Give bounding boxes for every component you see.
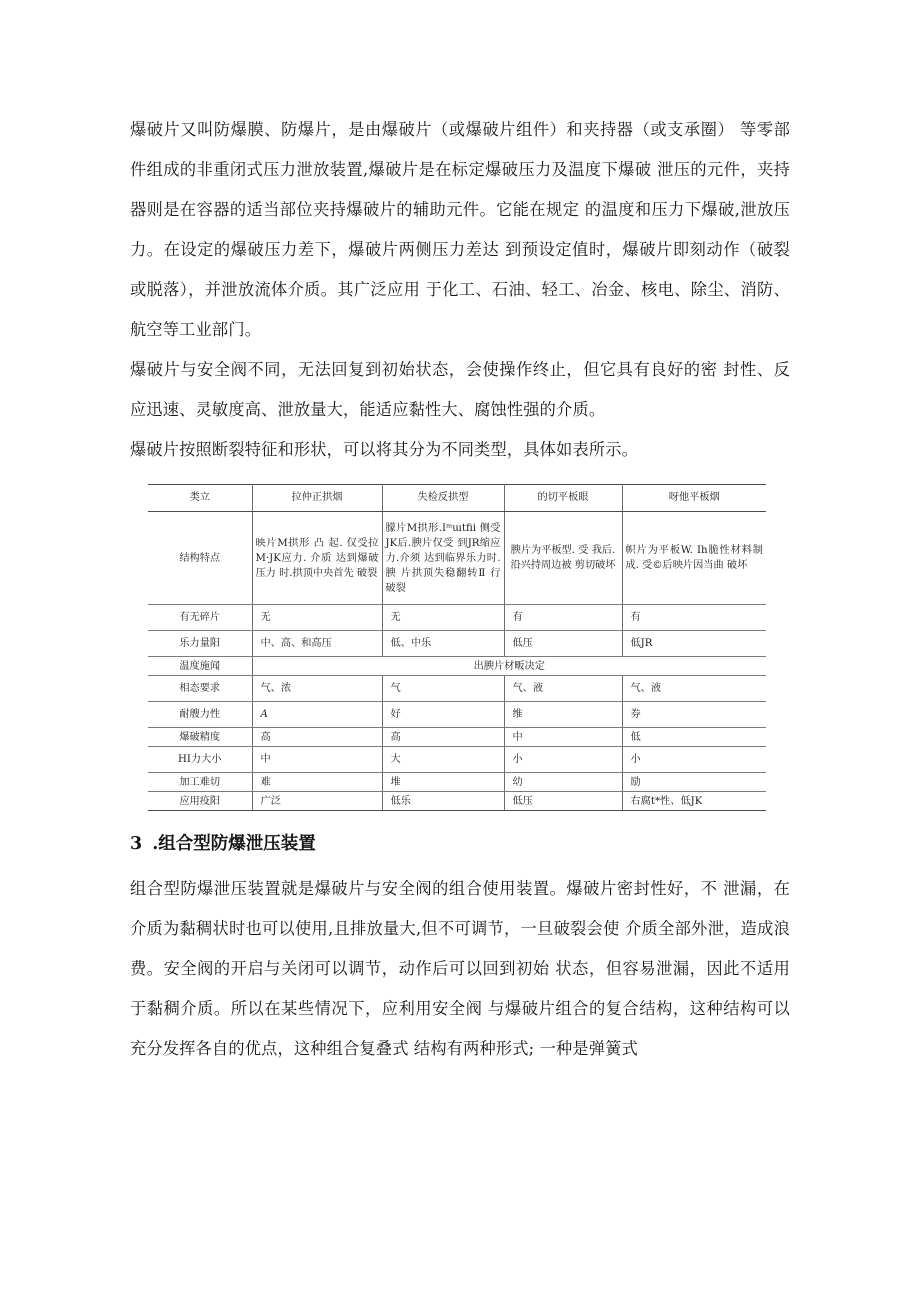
table-cell: 维	[504, 702, 622, 728]
table-cell: 低乐	[382, 792, 504, 811]
table-row	[148, 702, 766, 728]
table-cell: 无	[382, 605, 504, 631]
paragraph-table-lead: 爆破片按照断裂特征和形状，可以将其分为不同类型，具体如表所示。	[130, 440, 639, 459]
table-cell: 气、液	[622, 676, 766, 702]
table-cell: 券	[622, 702, 766, 728]
table-cell: 气	[382, 676, 504, 702]
table-cell: 励	[622, 773, 766, 792]
table-cell: 大	[382, 747, 504, 773]
table-cell: 有	[504, 605, 622, 631]
row-label: 相态要求	[148, 676, 252, 702]
row-label: 结构特点	[148, 512, 252, 605]
table-cell: 好	[382, 702, 504, 728]
table-row	[148, 747, 766, 773]
table-cell: 中	[504, 728, 622, 747]
table-cell: 有	[622, 605, 766, 631]
table-header-cell-2: 失检反拱型	[382, 485, 504, 512]
table-row	[148, 792, 766, 811]
section-title: .组合型防爆泄压装置	[152, 834, 316, 854]
table-cell: 朦片M拱形.Iᵐɯtfii 侧受JK后.腴片仅受 到JR缩应力.介须 达到临界乐力时.腴 片拱顶失稳翻转Ⅱ 行破裂	[382, 512, 504, 605]
table-cell: 难	[252, 773, 382, 792]
table-cell: 中、高、和高压	[252, 631, 382, 657]
table-row	[148, 773, 766, 792]
table-row	[148, 512, 766, 605]
table-row	[148, 676, 766, 702]
row-label: 加工难切	[148, 773, 252, 792]
row-label: 有无碎片	[148, 605, 252, 631]
table-cell: 低	[622, 728, 766, 747]
section-heading	[130, 827, 790, 861]
row-label: 温度施闻	[148, 657, 252, 676]
table-cell: 幼	[504, 773, 622, 792]
table-row	[148, 728, 766, 747]
table-header-cell-1: 拉仲正拱烟	[252, 485, 382, 512]
table-row	[148, 631, 766, 657]
table-header-cell-3: 的切平板眼	[504, 485, 622, 512]
paragraph-intro: 爆破片又叫防爆膜、防爆片，是由爆破片（或爆破片组件）和夹持器（或支承圈） 等零部件组成的非重闭式压力泄放装置,爆破片是在标定爆破压力及温度下爆破 泄压的元件，夹持器则是在容器的适当部位夹持爆破片的辅助元件。它能在规定 的温度和压力下爆破,泄放压力。在设定的爆破压力差下，爆破片两侧压力差达 到预设定值时，爆破片即刻动作（破裂或脱落），并泄放流体介质。其广泛应用 于化工、石油、轻工、冶金、核电、除尘、消防、航空等工业部门。	[130, 120, 790, 339]
table-cell: 低压	[504, 631, 622, 657]
table-cell: 帜片为平板W. Ih脆性材料制成. 受©后映片因当曲 破坏	[622, 512, 766, 605]
table-cell: 中	[252, 747, 382, 773]
table-cell: A	[252, 702, 382, 728]
table-cell: 低压	[504, 792, 622, 811]
table-header-cell-0: 类立	[148, 485, 252, 512]
burst-disc-type-table	[148, 484, 766, 811]
table-cell: 气、液	[504, 676, 622, 702]
table-cell: 映片M拱形 凸 起. 仅受拉M·JK应力. 介质 达到爆破 压力 时.拱顶中央首先 破裂	[252, 512, 382, 605]
table-cell: 高	[252, 728, 382, 747]
table-cell: 高	[382, 728, 504, 747]
table-header-row	[148, 485, 766, 512]
row-label: 应用疫阳	[148, 792, 252, 811]
table-cell: 腴片为平板型. 受 我后. 沿兴持周边被 剪切破坏	[504, 512, 622, 605]
table-cell: 无	[252, 605, 382, 631]
table-cell: 堆	[382, 773, 504, 792]
row-label: 耐艘力性	[148, 702, 252, 728]
row-label: HI力大小	[148, 747, 252, 773]
row-label: 乐力量阳	[148, 631, 252, 657]
paragraph-combined-device: 组合型防爆泄压装置就是爆破片与安全阀的组合使用装置。爆破片密封性好，不 泄漏，在介质为黏稠状时也可以使用,且排放量大,但不可调节，一旦破裂会使 介质全部外泄，造成浪费。安全阀的开启与关闭可以调节，动作后可以回到初始 状态，但容易泄漏，因此不适用于黏稠介质。所以在某些情况下，应利用安全阀 与爆破片组合的复合结构，这种结构可以充分发挥各自的优点，这种组合复叠式 结构有两种形式; 一种是弹簧式	[130, 879, 790, 1058]
table-row-merged	[148, 657, 766, 676]
table-row	[148, 605, 766, 631]
table-cell: 小	[622, 747, 766, 773]
table-cell: 低JR	[622, 631, 766, 657]
table-cell-merged: 出腴片材畈决定	[252, 657, 766, 676]
table-cell: 广泛	[252, 792, 382, 811]
page-content	[130, 110, 790, 1069]
table-cell: 低、中乐	[382, 631, 504, 657]
spec-table-container	[148, 484, 766, 811]
paragraph-comparison: 爆破片与安全阀不同，无法回复到初始状态，会使操作终止，但它具有良好的密 封性、反应迅速、灵敏度高、泄放量大，能适应黏性大、腐蚀性强的介质。	[130, 360, 790, 419]
section-number: 3	[130, 834, 143, 854]
table-cell: 小	[504, 747, 622, 773]
table-header-cell-4: 呀他平板烟	[622, 485, 766, 512]
row-label: 爆破精度	[148, 728, 252, 747]
table-cell: 气、浓	[252, 676, 382, 702]
table-cell: 右腐t*性、低JK	[622, 792, 766, 811]
